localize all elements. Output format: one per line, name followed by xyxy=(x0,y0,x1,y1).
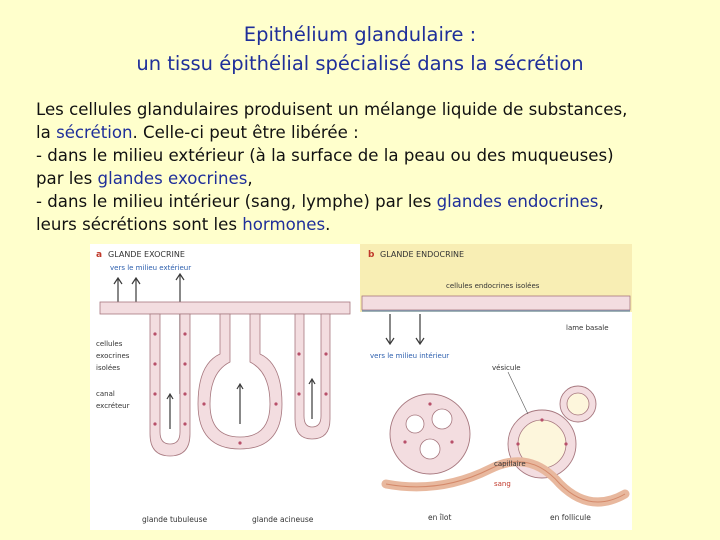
endocrine-islet xyxy=(390,394,470,474)
caption-tubular: glande tubuleuse xyxy=(142,515,208,524)
caption-islet: en îlot xyxy=(428,513,452,522)
intro-paragraph xyxy=(36,98,676,236)
gland-diagram xyxy=(90,244,632,530)
panel-b-letter: b xyxy=(368,250,375,260)
panel-a-heading: GLANDE EXOCRINE xyxy=(108,250,185,259)
label-interior: vers le milieu intérieur xyxy=(370,352,450,360)
label-cells-2: exocrines xyxy=(96,352,130,360)
label-exterior: vers le milieu extérieur xyxy=(110,264,192,272)
page-title-line-1: Epithélium glandulaire : xyxy=(243,23,477,46)
term-secretion: sécrétion xyxy=(56,123,133,142)
term-exocrine-glands: glandes exocrines xyxy=(97,169,248,188)
caption-acinous: glande acineuse xyxy=(252,515,314,524)
surface-epithelium xyxy=(100,302,350,314)
label-vesicle: vésicule xyxy=(492,364,521,372)
caption-follicle: en follicule xyxy=(550,513,591,522)
paragraph-line-3: - dans le milieu extérieur (à la surface de la peau ou des muqueuses) xyxy=(36,146,614,165)
panel-a-letter: a xyxy=(96,250,103,260)
term-endocrine-glands: glandes endocrines xyxy=(436,192,599,211)
panel-a-background xyxy=(90,244,360,530)
label-capillary: capillaire xyxy=(494,460,526,468)
label-canal-1: canal xyxy=(96,390,115,398)
label-lamina: lame basale xyxy=(566,324,609,332)
paragraph-line-4: par les glandes exocrines, xyxy=(36,169,253,188)
label-blood: sang xyxy=(494,480,511,488)
paragraph-line-2: la sécrétion. Celle-ci peut être libérée : xyxy=(36,123,359,142)
panel-b-heading: GLANDE ENDOCRINE xyxy=(380,250,465,259)
label-cells-1: cellules xyxy=(96,340,123,348)
term-hormones: hormones xyxy=(242,215,326,234)
label-canal-2: excréteur xyxy=(96,402,130,410)
paragraph-line-1: Les cellules glandulaires produisent un mélange liquide de substances, xyxy=(36,100,628,119)
endocrine-epithelium xyxy=(362,296,630,310)
paragraph-line-5: - dans le milieu intérieur (sang, lymphe) par les glandes endocrines, xyxy=(36,192,604,211)
page-title-line-2: un tissu épithélial spécialisé dans la sécrétion xyxy=(136,52,584,75)
label-cells-3: isolées xyxy=(96,364,121,372)
paragraph-line-6: leurs sécrétions sont les hormones. xyxy=(36,215,331,234)
label-isolated-cells: cellules endocrines isolées xyxy=(446,282,540,290)
